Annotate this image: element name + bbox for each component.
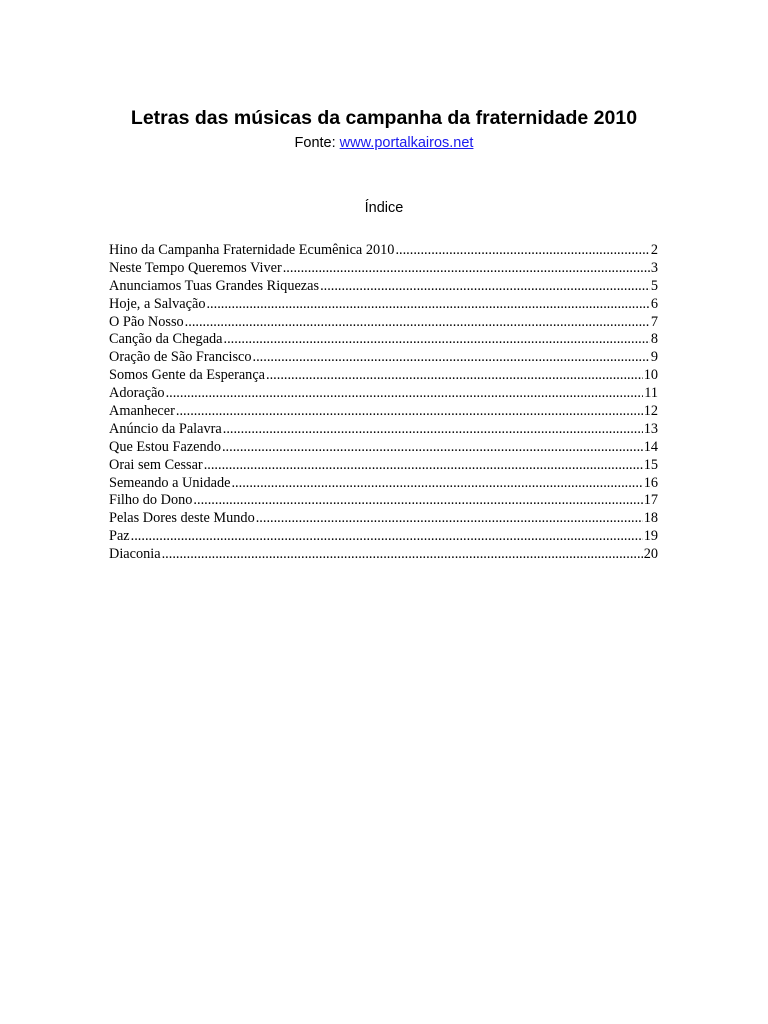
toc-entry[interactable] (109, 546, 658, 564)
toc-entry-page-number: 13 (643, 420, 658, 437)
toc-entry-page-number: 17 (643, 492, 658, 509)
toc-entry-page-number: 6 (650, 295, 658, 312)
toc-entry-title: Orai sem Cessar (109, 456, 203, 473)
toc-entry-page-number: 3 (650, 259, 658, 276)
toc-entry-title: Neste Tempo Queremos Viver (109, 259, 282, 276)
toc-entry[interactable] (109, 403, 658, 421)
toc-dot-leader (162, 546, 643, 564)
toc-entry-page-number: 16 (643, 474, 658, 491)
toc-entry[interactable] (109, 242, 658, 260)
toc-entry-page-number: 2 (650, 242, 658, 258)
toc-entry-page-number: 8 (650, 331, 658, 348)
toc-entry-page-number: 5 (650, 277, 658, 294)
toc-entry[interactable] (109, 475, 658, 493)
toc-entry-page-number: 11 (644, 385, 658, 402)
toc-entry-page-number: 9 (650, 349, 658, 366)
toc-entry-title: Hino da Campanha Fraternidade Ecumênica 2010 (109, 242, 395, 258)
toc-entry-title: O Pão Nosso (109, 313, 184, 330)
toc-dot-leader (223, 421, 643, 439)
toc-dot-leader (185, 314, 650, 332)
toc-dot-leader (193, 492, 642, 510)
toc-entry[interactable] (109, 331, 658, 349)
toc-dot-leader (224, 331, 650, 349)
toc-dot-leader (256, 510, 643, 528)
toc-entry-page-number: 18 (643, 510, 658, 527)
toc-entry[interactable] (109, 439, 658, 457)
toc-dot-leader (320, 278, 650, 296)
toc-entry-title: Semeando a Unidade (109, 474, 231, 491)
toc-entry[interactable] (109, 314, 658, 332)
toc-entry-title: Pelas Dores deste Mundo (109, 510, 255, 527)
source-link[interactable]: www.portalkairos.net (339, 135, 474, 151)
toc-entry-title: Oração de São Francisco (109, 349, 252, 366)
toc-entry[interactable] (109, 421, 658, 439)
toc-entry-title: Paz (109, 528, 130, 545)
toc-entry[interactable] (109, 457, 658, 475)
toc-dot-leader (253, 349, 650, 367)
toc-dot-leader (395, 242, 649, 260)
toc-dot-leader (231, 475, 642, 493)
toc-entry[interactable] (109, 528, 658, 546)
toc-entry-title: Amanhecer (109, 403, 175, 420)
toc-entry-title: Hoje, a Salvação (109, 295, 206, 312)
toc-entry[interactable] (109, 278, 658, 296)
toc-entry-title: Diaconia (109, 546, 161, 563)
toc-dot-leader (176, 403, 643, 421)
toc-entry-page-number: 15 (643, 456, 658, 473)
toc-dot-leader (222, 439, 643, 457)
source-line (0, 134, 768, 152)
toc-dot-leader (283, 260, 650, 278)
toc-entry[interactable] (109, 510, 658, 528)
toc-dot-leader (204, 457, 643, 475)
toc-entry-page-number: 14 (643, 438, 658, 455)
toc-entry-title: Filho do Dono (109, 492, 193, 509)
index-heading: Índice (364, 200, 404, 216)
document-title: Letras das músicas da campanha da fraternidade 2010 (130, 107, 638, 129)
toc-entry-title: Adoração (109, 385, 165, 402)
toc-entry-page-number: 7 (650, 313, 658, 330)
toc-entry[interactable] (109, 349, 658, 367)
toc-entry-title: Anunciamos Tuas Grandes Riquezas (109, 277, 320, 294)
toc-entry-page-number: 12 (643, 403, 658, 420)
toc-entry[interactable] (109, 367, 658, 385)
toc-dot-leader (166, 385, 644, 403)
toc-entry-page-number: 19 (643, 528, 658, 545)
toc-entry[interactable] (109, 385, 658, 403)
source-label: Fonte: (294, 135, 336, 151)
toc-entry-page-number: 20 (643, 546, 658, 563)
toc-entry[interactable] (109, 296, 658, 314)
toc-dot-leader (266, 367, 643, 385)
toc-entry[interactable] (109, 260, 658, 278)
toc-entry-title: Canção da Chegada (109, 331, 223, 348)
toc-entry-title: Que Estou Fazendo (109, 438, 221, 455)
toc-entry-title: Somos Gente da Esperança (109, 367, 266, 384)
toc-entry-page-number: 10 (643, 367, 658, 384)
toc-entry-title: Anúncio da Palavra (109, 420, 222, 437)
toc-entry[interactable] (109, 492, 658, 510)
toc-dot-leader (206, 296, 649, 314)
table-of-contents (109, 242, 658, 564)
toc-dot-leader (131, 528, 643, 546)
